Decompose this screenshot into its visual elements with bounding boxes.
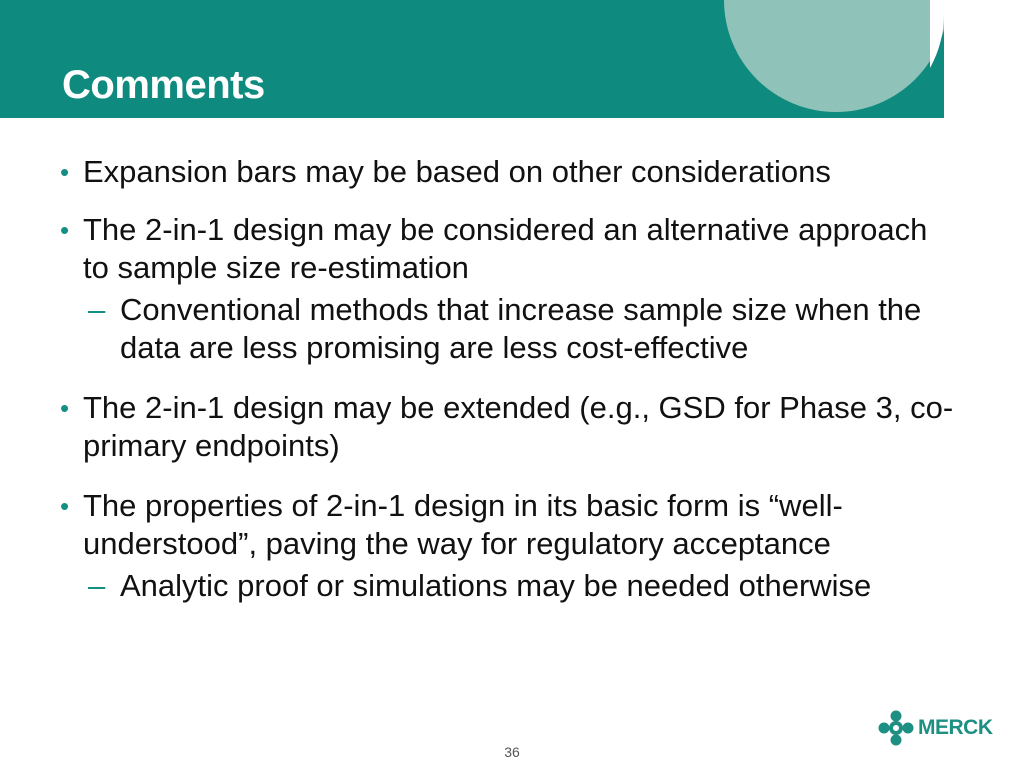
bullet-list — [60, 153, 960, 625]
merck-logo — [878, 710, 993, 746]
bullet-body — [83, 487, 960, 605]
bullet-item — [60, 211, 960, 367]
bullet-item — [60, 487, 960, 605]
header-band — [0, 0, 1024, 118]
bullet-item — [60, 389, 960, 465]
sub-bullet-item — [88, 291, 960, 367]
sub-bullet-text: Analytic proof or simulations may be needed otherwise — [120, 568, 872, 603]
bullet-icon: • — [60, 393, 70, 423]
merck-logo-icon — [878, 710, 914, 746]
bullet-text: The properties of 2-in-1 design in its basic form is “well-understood”, paving the way for regulatory acceptance — [83, 488, 843, 561]
sub-bullet-text: Conventional methods that increase sample size when the data are less promising are less cost-effective — [120, 292, 922, 365]
bullet-text: The 2-in-1 design may be considered an alternative approach to sample size re-estimation — [83, 212, 928, 285]
bullet-text: Expansion bars may be based on other considerations — [83, 154, 831, 189]
bullet-text: The 2-in-1 design may be extended (e.g., GSD for Phase 3, co-primary endpoints) — [83, 390, 954, 463]
bullet-icon: • — [60, 491, 70, 521]
bullet-icon: • — [60, 215, 70, 245]
dash-icon: – — [88, 568, 106, 603]
header-right-white — [944, 0, 1024, 118]
slide-title: Comments — [62, 63, 265, 107]
dash-icon: – — [88, 292, 106, 327]
bullet-item — [60, 153, 960, 191]
sub-bullet-item — [88, 567, 960, 605]
bullet-icon: • — [60, 157, 70, 187]
logo-text: MERCK — [918, 716, 993, 739]
page-number: 36 — [504, 744, 520, 760]
bullet-body — [83, 211, 960, 367]
